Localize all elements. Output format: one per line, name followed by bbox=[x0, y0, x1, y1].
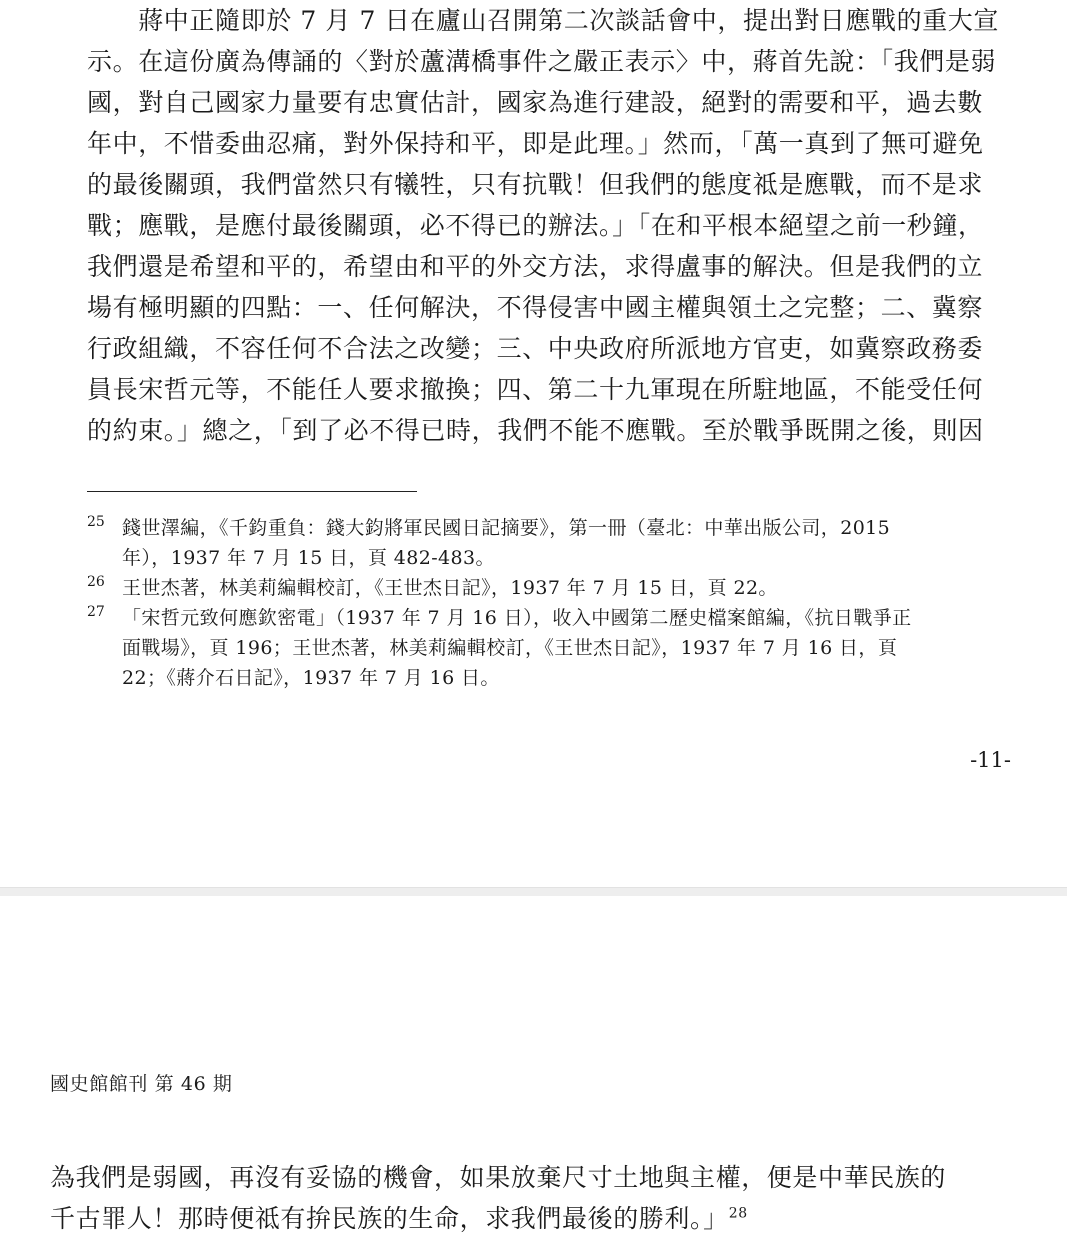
footnote-line: 22；《蔣介石日記》，1937 年 7 月 16 日。 bbox=[122, 667, 500, 689]
running-head: 國史館館刊 第 46 期 bbox=[50, 1073, 233, 1095]
body-text-line: 年中，不惜委曲忍痛，對外保持和平，即是此理。」然而，「萬一真到了無可避免 bbox=[87, 129, 984, 158]
body-text-line: 行政組織，不容任何不合法之改變；三、中央政府所派地方官吏，如冀察政務委 bbox=[87, 334, 984, 363]
footnote-number: 25 bbox=[87, 514, 105, 530]
footnote-line: 「宋哲元致何應欽密電」（1937 年 7 月 16 日），收入中國第二歷史檔案館編，《抗日戰爭正 bbox=[122, 607, 912, 629]
footnote-reference: 28 bbox=[728, 1205, 748, 1222]
footnote-line: 面戰場》，頁 196；王世杰著，林美莉編輯校訂，《王世杰日記》，1937 年 7 月 16 日，頁 bbox=[122, 637, 898, 659]
page-number: -11- bbox=[970, 748, 1011, 772]
body-text-line: 員長宋哲元等，不能任人要求撤換；四、第二十九軍現在所駐地區，不能受任何 bbox=[87, 375, 984, 404]
footnote-number: 27 bbox=[87, 604, 105, 620]
body-text-line: 的最後關頭，我們當然只有犧牲，只有抗戰！但我們的態度祗是應戰，而不是求 bbox=[87, 170, 984, 199]
footnote-number: 26 bbox=[87, 574, 105, 590]
footnote-separator bbox=[87, 491, 417, 492]
body-text-line-last bbox=[50, 1198, 1050, 1239]
body-text-line: 戰；應戰，是應付最後關頭，必不得已的辦法。」「在和平根本絕望之前一秒鐘， bbox=[87, 211, 984, 240]
footnote-line: 年），1937 年 7 月 15 日，頁 482-483。 bbox=[122, 547, 495, 569]
body-text-line: 的約束。」總之，「到了必不得已時，我們不能不應戰。至於戰爭既開之後，則因 bbox=[87, 416, 984, 445]
body-text-line: 場有極明顯的四點：一、任何解決，不得侵害中國主權與領土之完整；二、冀察 bbox=[87, 293, 984, 322]
footnote-line: 錢世澤編，《千鈞重負：錢大鈞將軍民國日記摘要》，第一冊（臺北：中華出版公司，2015 bbox=[122, 517, 891, 539]
body-text-line: 我們還是希望和平的，希望由和平的外交方法，求得盧事的解決。但是我們的立 bbox=[87, 252, 984, 281]
body-text-line: 國，對自己國家力量要有忠實估計，國家為進行建設，絕對的需要和平，過去數 bbox=[87, 88, 984, 117]
body-text-line: 示。在這份廣為傳誦的〈對於蘆溝橋事件之嚴正表示〉中，蔣首先說：「我們是弱 bbox=[87, 47, 997, 76]
body-text: 千古罪人！那時便祗有拚民族的生命，求我們最後的勝利。」 bbox=[50, 1204, 729, 1233]
page-divider bbox=[0, 887, 1067, 896]
body-text-line: 為我們是弱國，再沒有妥協的機會，如果放棄尺寸土地與主權，便是中華民族的 bbox=[50, 1163, 947, 1192]
footnote-line: 王世杰著，林美莉編輯校訂，《王世杰日記》，1937 年 7 月 15 日，頁 22。 bbox=[122, 577, 778, 599]
body-text-line: 蔣中正隨即於 7 月 7 日在廬山召開第二次談話會中，提出對日應戰的重大宣 bbox=[87, 6, 1000, 35]
